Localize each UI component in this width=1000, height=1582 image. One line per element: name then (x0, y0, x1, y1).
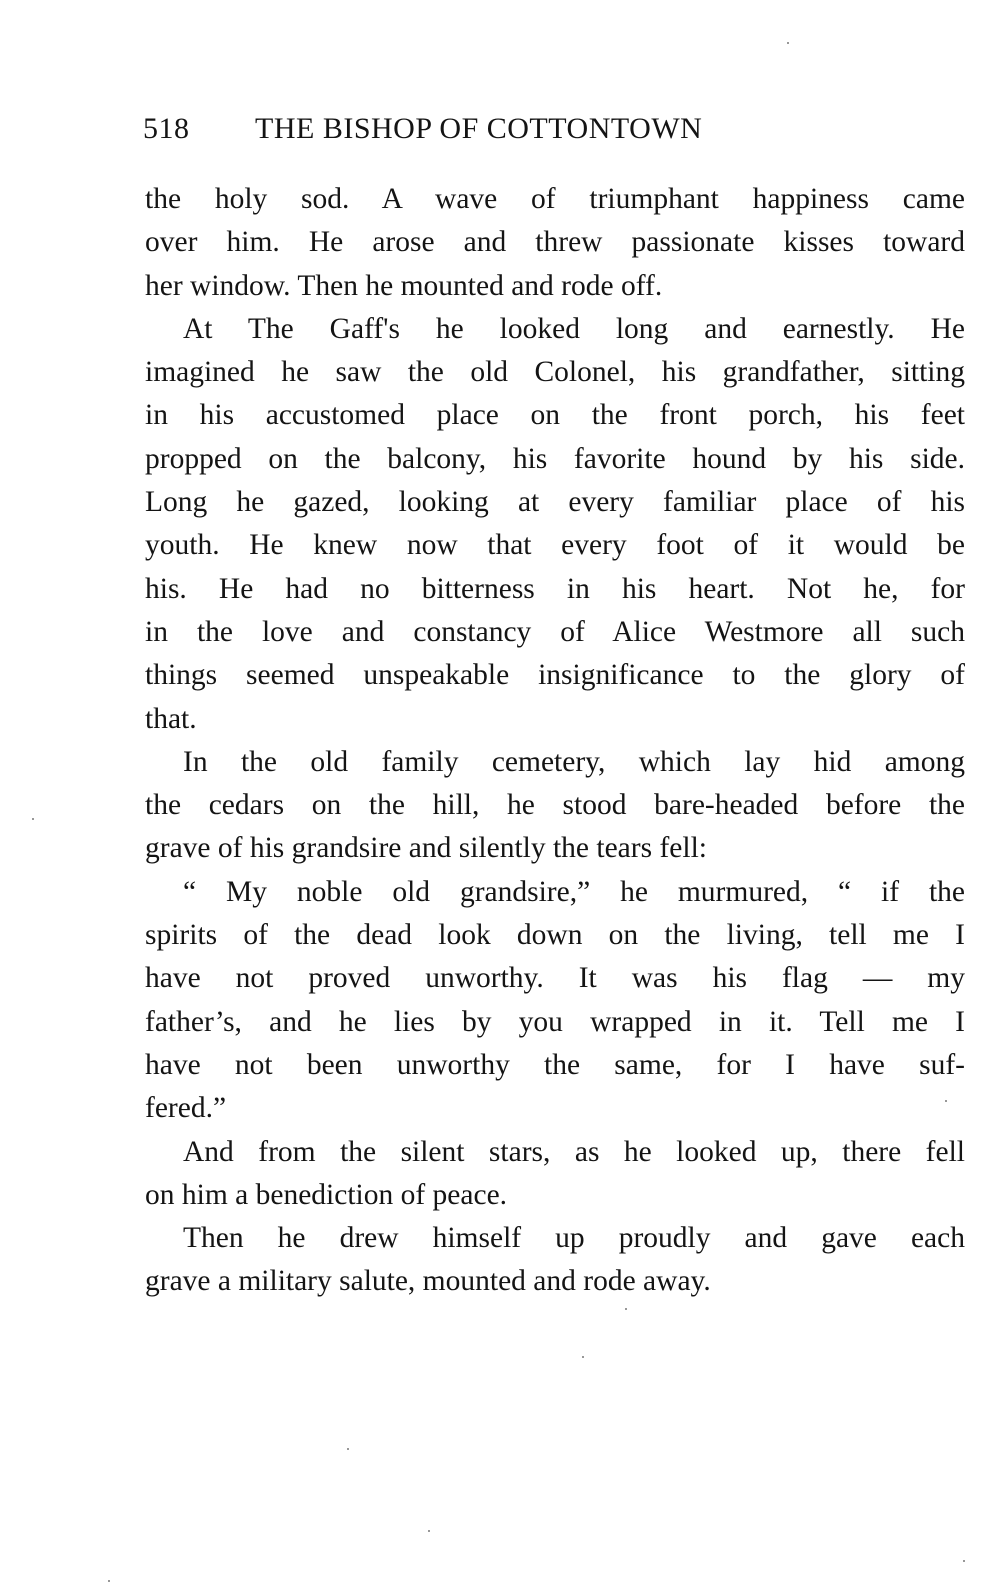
text-line: her window. Then he mounted and rode off. (145, 269, 663, 302)
text-line: things seemed unspeakable insignificance to the glory of (145, 659, 965, 692)
text-line: At The Gaff's he looked long and earnestly. He (183, 312, 965, 345)
paragraph (145, 871, 965, 1131)
text-line: on him a benediction of peace. (145, 1178, 508, 1211)
text-line: have not proved unworthy. It was his flag — my (145, 962, 965, 995)
text-line: In the old family cemetery, which lay hid among (183, 745, 965, 778)
scan-speck (625, 1308, 627, 1310)
text-line: propped on the balcony, his favorite hound by his side. (145, 442, 965, 475)
text-line: youth. He knew now that every foot of it would be (145, 529, 965, 562)
paragraph (145, 308, 965, 741)
scan-speck (428, 1530, 430, 1532)
text-line: And from the silent stars, as he looked up, there fell (183, 1135, 965, 1168)
paragraph (145, 1131, 965, 1218)
text-line: grave a military salute, mounted and rode away. (145, 1265, 711, 1298)
text-line: over him. He arose and threw passionate kisses toward (145, 226, 965, 259)
paragraph (145, 178, 965, 308)
text-line: the cedars on the hill, he stood bare-headed before the (145, 789, 965, 822)
text-line: father’s, and he lies by you wrapped in it. Tell me I (145, 1005, 965, 1038)
scan-speck (582, 1356, 584, 1358)
text-line: in his accustomed place on the front porch, his feet (145, 399, 965, 432)
scan-speck (963, 1560, 965, 1562)
text-line: have not been unworthy the same, for I have suf- (145, 1048, 965, 1081)
text-line: imagined he saw the old Colonel, his grandfather, sitting (145, 356, 965, 389)
scan-speck (32, 818, 34, 820)
text-line: fered.” (145, 1092, 227, 1125)
body-text (145, 178, 965, 1304)
paragraph (145, 741, 965, 871)
text-line: “ My noble old grandsire,” he murmured, “ if the (183, 875, 965, 908)
text-line: Long he gazed, looking at every familiar place of his (145, 486, 965, 519)
scan-speck (347, 1448, 349, 1450)
running-title: THE BISHOP OF COTTONTOWN (255, 112, 703, 145)
text-line: that. (145, 702, 197, 735)
running-header (143, 112, 843, 156)
text-line: his. He had no bitterness in his heart. Not he, for (145, 572, 965, 605)
text-line: spirits of the dead look down on the living, tell me I (145, 919, 965, 952)
paragraph (145, 1217, 965, 1304)
text-line: in the love and constancy of Alice Westmore all such (145, 615, 965, 648)
text-line: grave of his grandsire and silently the tears fell: (145, 832, 707, 865)
scan-speck (787, 42, 789, 44)
text-line: Then he drew himself up proudly and gave each (183, 1222, 965, 1255)
page-number: 518 (143, 112, 190, 145)
scan-speck (945, 1100, 947, 1102)
text-line: the holy sod. A wave of triumphant happiness came (145, 183, 965, 215)
